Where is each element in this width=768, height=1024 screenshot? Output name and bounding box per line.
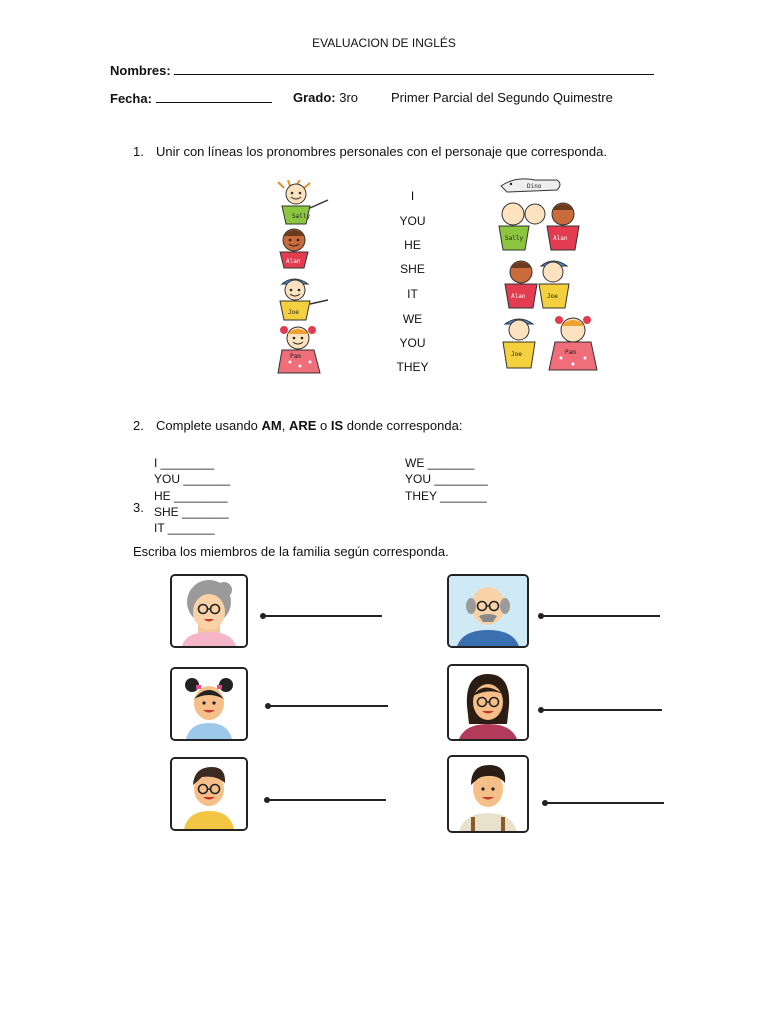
answer-line-father[interactable] xyxy=(545,802,664,804)
grade-row xyxy=(293,90,358,105)
sally-alan-pair xyxy=(499,203,579,250)
joe-pam-pair xyxy=(503,316,597,370)
fill-item-it[interactable]: IT _______ xyxy=(154,521,215,535)
answer-line-daughter[interactable] xyxy=(268,705,388,707)
dino-figure xyxy=(501,179,560,192)
alan-figure xyxy=(280,229,308,268)
pronoun-he: HE xyxy=(404,238,421,252)
right-characters-image xyxy=(495,174,600,374)
q2-instruction xyxy=(156,418,462,433)
grade-value: 3ro xyxy=(339,90,359,105)
q2-number: 2. xyxy=(133,418,144,433)
svg-text:Alan: Alan xyxy=(511,293,526,300)
pronoun-you-plural: YOU xyxy=(399,336,426,350)
q2-keyword-am: AM xyxy=(261,418,282,433)
grandmother-portrait xyxy=(170,574,248,648)
svg-text:Dino: Dino xyxy=(527,183,542,190)
sally-figure xyxy=(278,180,328,224)
pam-figure xyxy=(278,326,320,373)
q2-sep2: o xyxy=(316,418,331,433)
q3-instruction: Escriba los miembros de la familia según corresponda. xyxy=(133,544,449,559)
q3-number: 3. xyxy=(133,500,144,515)
names-field[interactable] xyxy=(174,62,654,75)
answer-line-grandfather[interactable] xyxy=(541,615,660,617)
q2-text-post: donde corresponda: xyxy=(343,418,463,433)
fill-item-i[interactable]: I ________ xyxy=(154,456,215,470)
mother-portrait xyxy=(447,664,529,741)
fill-item-he[interactable]: HE ________ xyxy=(154,489,228,503)
fill-item-she[interactable]: SHE _______ xyxy=(154,505,229,519)
fill-item-you[interactable]: YOU _______ xyxy=(154,472,231,486)
svg-text:Pam: Pam xyxy=(290,353,301,360)
fill-item-they[interactable]: THEY _______ xyxy=(405,489,487,503)
pronoun-you: YOU xyxy=(399,214,426,228)
pronoun-it: IT xyxy=(407,287,418,301)
svg-text:Joe: Joe xyxy=(547,293,558,300)
date-row xyxy=(110,90,272,106)
answer-line-mother[interactable] xyxy=(541,709,662,711)
q2-sep1: , xyxy=(281,418,289,433)
q1-instruction: Unir con líneas los pronombres personales con el personaje que corresponda. xyxy=(156,144,607,159)
daughter-portrait xyxy=(170,667,248,741)
names-label: Nombres: xyxy=(110,63,171,78)
grandfather-portrait xyxy=(447,574,529,648)
q2-text-pre: Complete usando xyxy=(156,418,262,433)
pronoun-we: WE xyxy=(402,312,423,326)
svg-text:Alan: Alan xyxy=(553,235,568,242)
answer-line-grandmother[interactable] xyxy=(263,615,382,617)
father-portrait xyxy=(447,755,529,833)
svg-text:Pam: Pam xyxy=(565,349,576,356)
fill-item-we[interactable]: WE _______ xyxy=(405,456,475,470)
alan-joe-pair xyxy=(505,261,569,308)
joe-figure xyxy=(280,279,328,320)
q1-number: 1. xyxy=(133,144,144,159)
q2-keyword-is: IS xyxy=(330,418,344,433)
pronoun-i: I xyxy=(410,189,415,203)
pronoun-she: SHE xyxy=(400,262,425,276)
fill-item-you-plural[interactable]: YOU ________ xyxy=(405,472,488,486)
svg-text:Alan: Alan xyxy=(286,258,301,265)
period-text: Primer Parcial del Segundo Quimestre xyxy=(391,90,613,105)
svg-text:Sally: Sally xyxy=(292,213,311,220)
svg-text:Joe: Joe xyxy=(288,309,299,316)
date-field[interactable] xyxy=(156,90,272,103)
q2-keyword-are: ARE xyxy=(288,418,317,433)
names-row xyxy=(110,62,654,78)
son-portrait xyxy=(170,757,248,831)
svg-text:Sally: Sally xyxy=(505,235,524,242)
date-label: Fecha: xyxy=(110,91,152,106)
answer-line-son[interactable] xyxy=(267,799,386,801)
left-characters-image xyxy=(270,180,335,375)
page-title: EVALUACION DE INGLÉS xyxy=(312,36,456,50)
svg-text:Joe: Joe xyxy=(511,351,522,358)
pronoun-they: THEY xyxy=(396,360,429,374)
grade-label: Grado: xyxy=(293,90,336,105)
